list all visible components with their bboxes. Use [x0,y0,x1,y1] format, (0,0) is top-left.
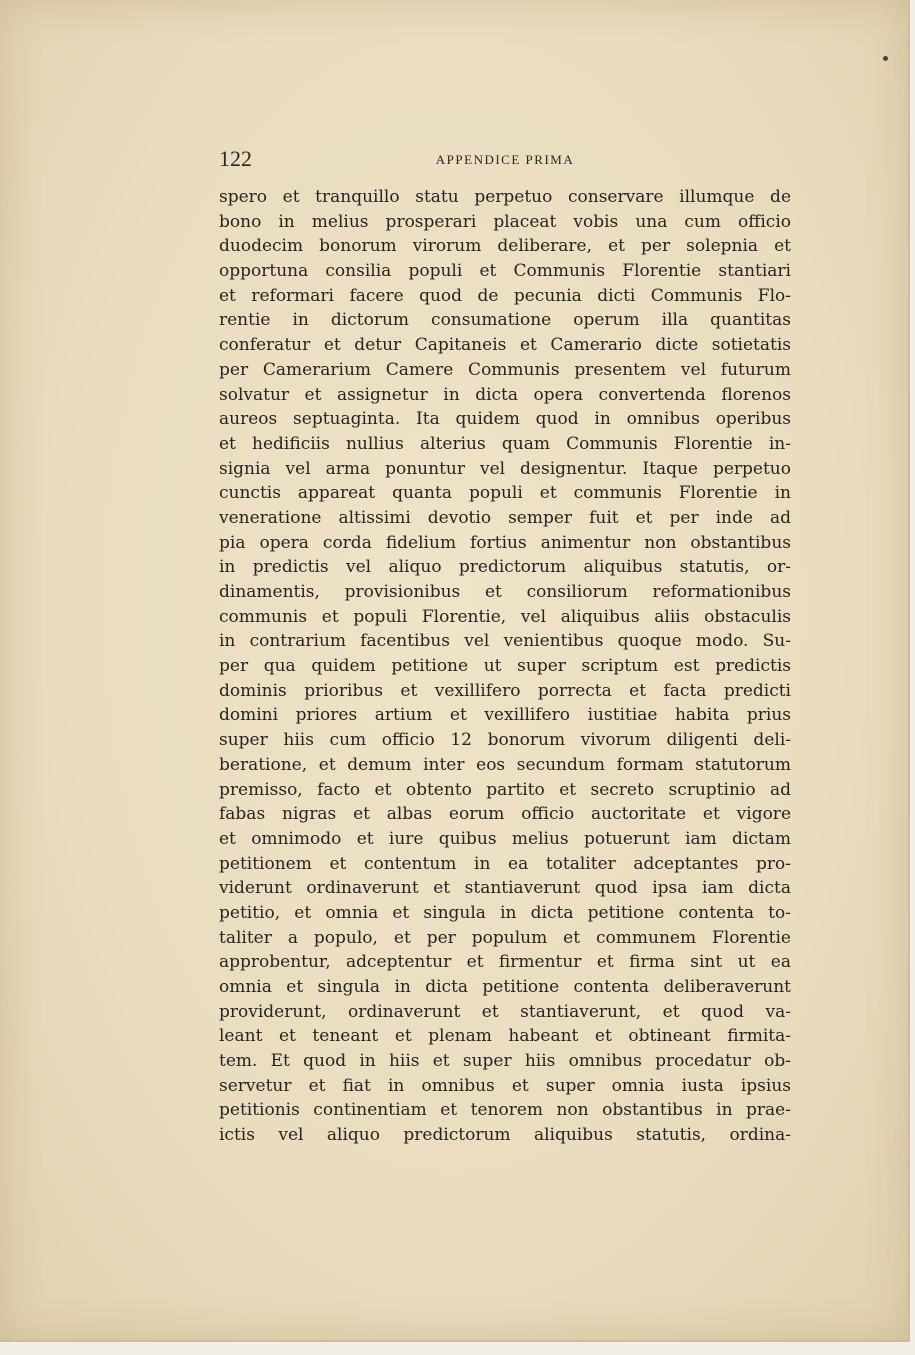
text-line: bono in melius prosperari placeat vobis una cum officio [219,211,791,232]
text-line: in contrarium facentibus vel venientibus quoque modo. Su- [219,631,791,652]
text-line: per qua quidem petitione ut super scriptum est predictis [219,656,791,677]
text-line: leant et teneant et plenam habeant et obtineant firmita- [219,1026,791,1047]
text-line: duodecim bonorum virorum deliberare, et per solepnia et [219,236,791,257]
text-line: taliter a populo, et per populum et communem Florentie [219,927,791,948]
text-line: petitionis continentiam et tenorem non obstantibus in prae- [219,1100,791,1121]
running-title: APPENDICE PRIMA [435,152,575,167]
text-line: conferatur et detur Capitaneis et Camerario dicte sotietatis [219,335,791,356]
text-line: tem. Et quod in hiis et super hiis omnibus procedatur ob- [219,1051,791,1072]
paper-speck [883,56,888,61]
text-line: fabas nigras et albas eorum officio auctoritate et vigore [219,804,791,825]
text-line: per Camerarium Camere Communis presentem vel futurum [219,359,791,380]
text-line: providerunt, ordinaverunt et stantiaverunt, et quod va- [219,1001,791,1022]
text-line: premisso, facto et obtento partito et secreto scruptinio ad [219,779,791,800]
text-line: et reformari facere quod de pecunia dicti Communis Flo- [219,285,791,306]
text-line: super hiis cum officio 12 bonorum vivorum diligenti deli- [219,730,791,751]
text-line: aureos septuaginta. Ita quidem quod in omnibus operibus [219,409,791,430]
text-line: veneratione altissimi devotio semper fuit et per inde ad [219,507,791,528]
text-line: cunctis appareat quanta populi et communis Florentie in [219,483,791,504]
text-line: rentie in dictorum consumatione operum illa quantitas [219,310,791,331]
text-line: viderunt ordinaverunt et stantiaverunt quod ipsa iam dicta [219,878,791,899]
text-line: beratione, et demum inter eos secundum formam statutorum [219,754,791,775]
text-line: spero et tranquillo statu perpetuo conservare illumque de [219,187,791,207]
text-line: opportuna consilia populi et Communis Florentie stantiari [219,261,791,282]
text-line: domini priores artium et vexillifero iustitiae habita prius [219,705,791,726]
text-line: et hedificiis nullius alterius quam Communis Florentie in- [219,433,791,454]
text-line: communis et populi Florentie, vel aliquibus aliis obstaculis [219,606,791,627]
text-line: servetur et fiat in omnibus et super omnia iusta ipsius [219,1075,791,1096]
page-number: 122 [219,146,252,171]
text-line: in predictis vel aliquo predictorum aliquibus statutis, or- [219,557,791,578]
text-line: dominis prioribus et vexillifero porrecta et facta predicti [219,680,791,701]
text-line: ictis vel aliquo predictorum aliquibus statutis, ordina- [219,1125,791,1146]
text-line: pia opera corda fidelium fortius animentur non obstantibus [219,532,791,553]
page-header [219,144,791,178]
text-line: signia vel arma ponuntur vel designentur. Itaque perpetuo [219,458,791,479]
text-line: petitionem et contentum in ea totaliter adceptantes pro- [219,853,791,874]
text-line: dinamentis, provisionibus et consiliorum reformationibus [219,582,791,602]
text-line: approbentur, adceptentur et firmentur et firma sint ut ea [219,952,791,973]
text-line: omnia et singula in dicta petitione contenta deliberaverunt [219,977,791,997]
text-line: petitio, et omnia et singula in dicta petitione contenta to- [219,902,791,923]
body-text [219,185,791,1148]
text-line: et omnimodo et iure quibus melius potuerunt iam dictam [219,828,791,849]
text-line: solvatur et assignetur in dicta opera convertenda florenos [219,384,791,405]
